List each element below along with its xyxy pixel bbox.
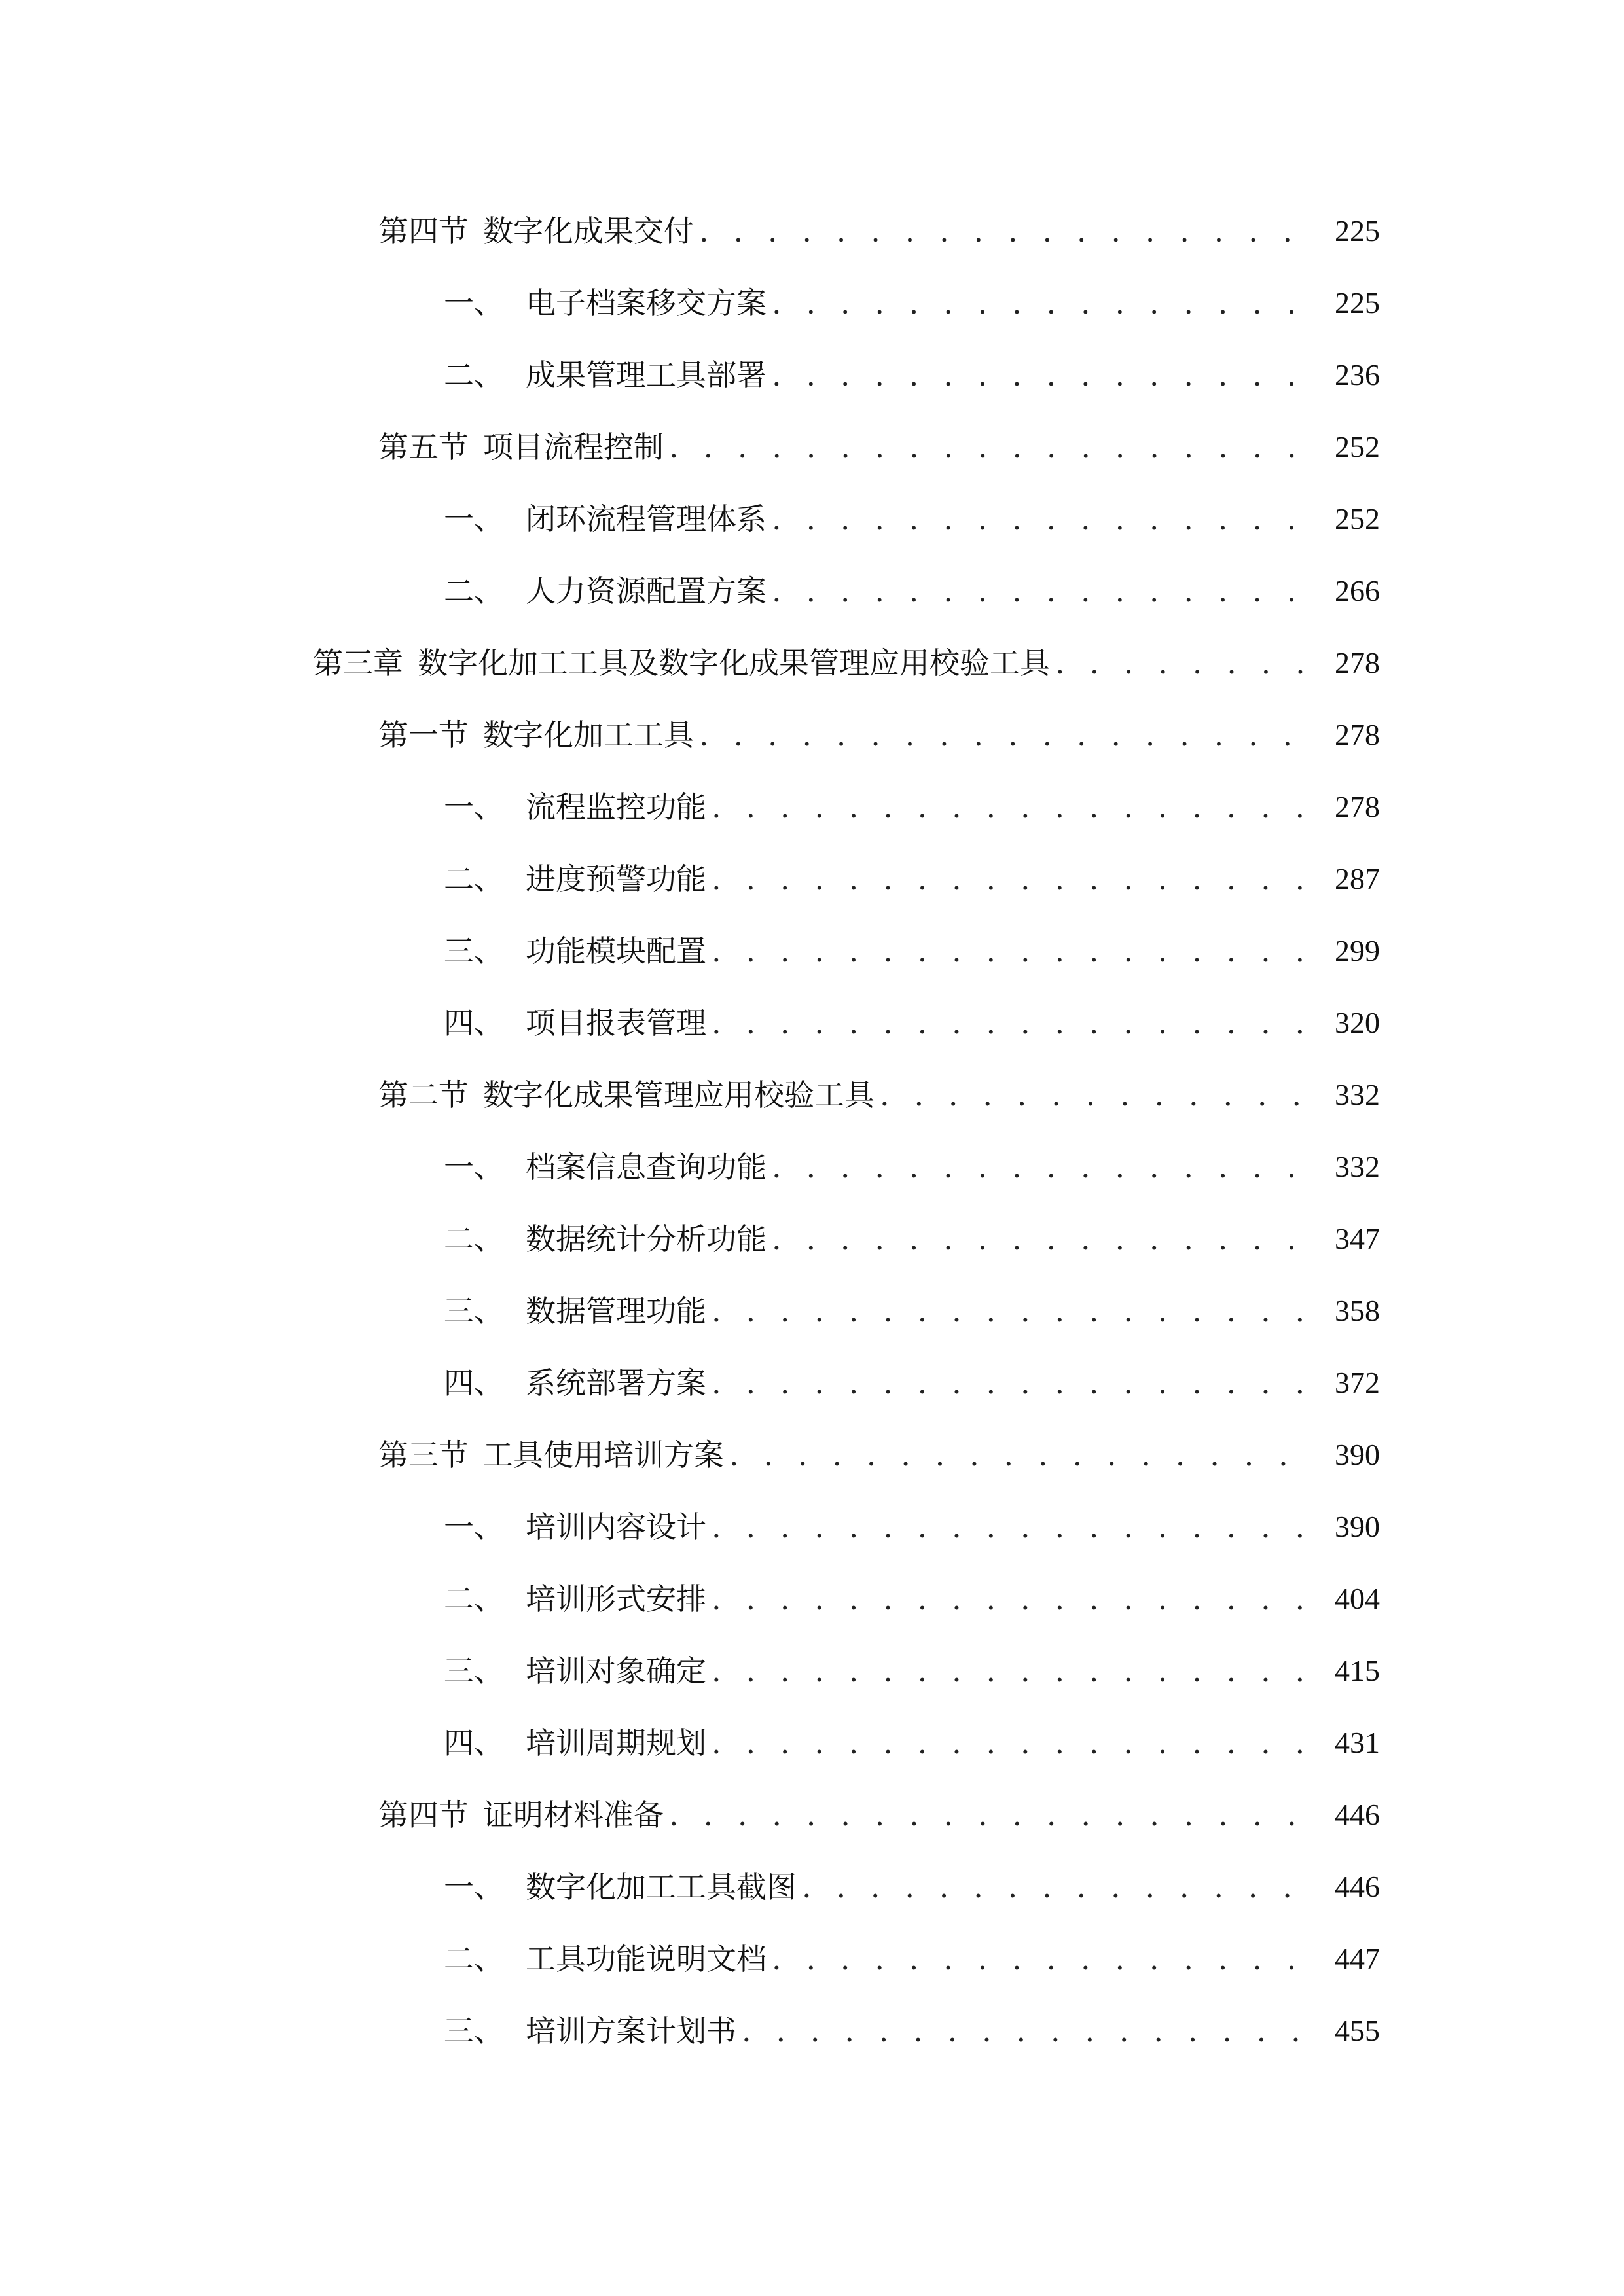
- toc-entry-text: [444, 267, 1314, 339]
- toc-entry[interactable]: [0, 843, 1624, 915]
- dot-leader: [712, 1579, 1310, 1619]
- toc-entry-number: 一、: [444, 1869, 504, 1905]
- toc-entry[interactable]: [0, 1779, 1624, 1851]
- toc-entry-text: [378, 1059, 1314, 1131]
- toc-entry-text: [444, 987, 1314, 1059]
- toc-entry-title: 流程监控功能: [526, 789, 706, 825]
- dot-leader: [669, 427, 1310, 467]
- dot-leader: [772, 571, 1310, 611]
- toc-entry-title: 证明材料准备: [483, 1797, 664, 1833]
- dot-leader: [880, 1075, 1310, 1115]
- toc-entry-page-number: 358: [1335, 1294, 1380, 1327]
- toc-entry-number: 第三节: [378, 1437, 469, 1473]
- toc-entry-page-number: 287: [1335, 862, 1380, 895]
- dot-leader: [742, 2011, 1310, 2051]
- toc-entry[interactable]: [0, 1635, 1624, 1707]
- dot-leader: [1055, 643, 1310, 683]
- dot-leader: [712, 859, 1310, 899]
- toc-entry-title: 数据统计分析功能: [526, 1221, 767, 1257]
- toc-entry[interactable]: [0, 1563, 1624, 1635]
- toc-entry-page-number: 278: [1335, 718, 1380, 751]
- toc-entry-title: 项目报表管理: [526, 1005, 706, 1041]
- toc-entry-title: 档案信息查询功能: [526, 1149, 767, 1185]
- toc-entry-page-number: 332: [1335, 1150, 1380, 1183]
- toc-entry[interactable]: [0, 1707, 1624, 1779]
- table-of-contents: [0, 195, 1624, 2067]
- toc-entry-page-number: 266: [1335, 574, 1380, 607]
- toc-entry-text: [444, 339, 1314, 411]
- toc-entry-number: 一、: [444, 789, 504, 825]
- toc-entry-page-number: 372: [1335, 1366, 1380, 1399]
- toc-entry[interactable]: [0, 339, 1624, 411]
- toc-entry-title: 项目流程控制: [483, 429, 664, 465]
- toc-entry-page-number: 455: [1335, 2014, 1380, 2047]
- toc-entry-text: [444, 555, 1314, 627]
- dot-leader: [802, 1867, 1310, 1907]
- toc-entry-title: 成果管理工具部署: [526, 357, 767, 393]
- toc-entry-page-number: 299: [1335, 934, 1380, 967]
- toc-entry-text: [444, 1707, 1314, 1779]
- toc-entry-title: 工具功能说明文档: [526, 1941, 767, 1977]
- toc-entry-title: 闭环流程管理体系: [526, 501, 767, 537]
- toc-entry[interactable]: [0, 1491, 1624, 1563]
- toc-entry-page-number: 390: [1335, 1438, 1380, 1471]
- dot-leader: [712, 1363, 1310, 1403]
- toc-entry-title: 数字化加工工具及数字化成果管理应用校验工具: [418, 645, 1050, 681]
- toc-entry-number: 第二节: [378, 1077, 469, 1113]
- dot-leader: [699, 715, 1310, 755]
- toc-entry[interactable]: [0, 771, 1624, 843]
- toc-entry-text: [444, 1851, 1314, 1923]
- toc-entry-number: 第三章: [313, 645, 403, 681]
- toc-entry-page-number: 225: [1335, 214, 1380, 247]
- toc-entry-text: [444, 1995, 1314, 2067]
- toc-entry-text: [378, 699, 1314, 771]
- toc-entry-text: [444, 771, 1314, 843]
- toc-entry[interactable]: [0, 1203, 1624, 1275]
- toc-entry-page-number: 252: [1335, 502, 1380, 535]
- toc-entry[interactable]: [0, 1923, 1624, 1995]
- toc-entry[interactable]: [0, 1275, 1624, 1347]
- dot-leader: [772, 1147, 1310, 1187]
- toc-entry[interactable]: [0, 627, 1624, 699]
- toc-entry[interactable]: [0, 195, 1624, 267]
- toc-entry-number: 四、: [444, 1365, 504, 1401]
- toc-entry-title: 培训形式安排: [526, 1581, 706, 1617]
- dot-leader: [669, 1795, 1310, 1835]
- toc-entry-title: 工具使用培训方案: [483, 1437, 724, 1473]
- toc-entry[interactable]: [0, 915, 1624, 987]
- toc-entry-page-number: 446: [1335, 1870, 1380, 1903]
- toc-entry-text: [313, 627, 1314, 699]
- toc-entry-text: [378, 1419, 1314, 1491]
- toc-entry[interactable]: [0, 1059, 1624, 1131]
- toc-entry[interactable]: [0, 267, 1624, 339]
- toc-entry-number: 第四节: [378, 213, 469, 249]
- toc-entry-text: [444, 1275, 1314, 1347]
- toc-entry-title: 培训内容设计: [526, 1509, 706, 1545]
- toc-entry-number: 三、: [444, 1653, 504, 1689]
- dot-leader: [712, 1651, 1310, 1691]
- toc-entry-title: 人力资源配置方案: [526, 573, 767, 609]
- dot-leader: [699, 211, 1310, 251]
- dot-leader: [712, 787, 1310, 827]
- toc-entry-number: 三、: [444, 1293, 504, 1329]
- dot-leader: [772, 1939, 1310, 1979]
- toc-entry-text: [444, 1131, 1314, 1203]
- toc-entry-page-number: 278: [1335, 790, 1380, 823]
- toc-entry-number: 四、: [444, 1005, 504, 1041]
- toc-entry-page-number: 431: [1335, 1726, 1380, 1759]
- toc-entry-page-number: 252: [1335, 430, 1380, 463]
- toc-entry-title: 数字化加工工具截图: [526, 1869, 797, 1905]
- toc-entry-title: 系统部署方案: [526, 1365, 706, 1401]
- dot-leader: [712, 1291, 1310, 1331]
- toc-entry-text: [444, 1563, 1314, 1635]
- toc-entry-title: 数字化加工工具: [483, 717, 694, 753]
- toc-entry-page-number: 404: [1335, 1582, 1380, 1615]
- toc-entry-title: 功能模块配置: [526, 933, 706, 969]
- toc-entry[interactable]: [0, 987, 1624, 1059]
- toc-entry-number: 二、: [444, 1221, 504, 1257]
- toc-entry-text: [444, 1923, 1314, 1995]
- toc-entry-number: 二、: [444, 573, 504, 609]
- dot-leader: [712, 1723, 1310, 1763]
- toc-entry-text: [378, 1779, 1314, 1851]
- toc-entry-page-number: 225: [1335, 286, 1380, 319]
- dot-leader: [712, 1003, 1310, 1043]
- toc-entry-number: 一、: [444, 1509, 504, 1545]
- toc-entry-text: [378, 195, 1314, 267]
- toc-entry-text: [444, 843, 1314, 915]
- toc-entry[interactable]: [0, 1851, 1624, 1923]
- toc-entry-number: 二、: [444, 357, 504, 393]
- toc-entry-page-number: 446: [1335, 1798, 1380, 1831]
- toc-entry-page-number: 415: [1335, 1654, 1380, 1687]
- toc-entry-text: [444, 915, 1314, 987]
- toc-entry-title: 培训方案计划书: [526, 2013, 736, 2049]
- toc-entry-page-number: 447: [1335, 1942, 1380, 1975]
- dot-leader: [772, 355, 1310, 395]
- toc-entry-number: 一、: [444, 501, 504, 537]
- toc-entry-title: 数字化成果管理应用校验工具: [483, 1077, 875, 1113]
- toc-entry-page-number: 320: [1335, 1006, 1380, 1039]
- toc-entry-title: 培训对象确定: [526, 1653, 706, 1689]
- toc-entry[interactable]: [0, 411, 1624, 483]
- toc-entry[interactable]: [0, 483, 1624, 555]
- toc-entry[interactable]: [0, 1995, 1624, 2067]
- toc-entry-page-number: 390: [1335, 1510, 1380, 1543]
- toc-entry-page-number: 236: [1335, 358, 1380, 391]
- dot-leader: [772, 283, 1310, 323]
- toc-entry-number: 一、: [444, 285, 504, 321]
- dot-leader: [772, 499, 1310, 539]
- toc-entry-number: 第四节: [378, 1797, 469, 1833]
- toc-entry[interactable]: [0, 555, 1624, 627]
- toc-entry-number: 第一节: [378, 717, 469, 753]
- toc-entry-text: [444, 1491, 1314, 1563]
- toc-entry-title: 电子档案移交方案: [526, 285, 767, 321]
- toc-entry-number: 二、: [444, 861, 504, 897]
- toc-entry-number: 第五节: [378, 429, 469, 465]
- toc-entry-number: 二、: [444, 1581, 504, 1617]
- toc-entry-title: 数字化成果交付: [483, 213, 694, 249]
- toc-entry[interactable]: [0, 1419, 1624, 1491]
- toc-entry-number: 四、: [444, 1725, 504, 1761]
- toc-entry-number: 二、: [444, 1941, 504, 1977]
- toc-entry[interactable]: [0, 1347, 1624, 1419]
- toc-entry[interactable]: [0, 699, 1624, 771]
- toc-entry-text: [444, 1203, 1314, 1275]
- toc-entry-number: 三、: [444, 2013, 504, 2049]
- dot-leader: [712, 1507, 1310, 1547]
- toc-entry-page-number: 347: [1335, 1222, 1380, 1255]
- toc-entry-title: 数据管理功能: [526, 1293, 706, 1329]
- toc-entry-title: 培训周期规划: [526, 1725, 706, 1761]
- dot-leader: [729, 1435, 1310, 1475]
- toc-entry[interactable]: [0, 1131, 1624, 1203]
- toc-entry-title: 进度预警功能: [526, 861, 706, 897]
- toc-entry-text: [444, 483, 1314, 555]
- toc-entry-text: [444, 1347, 1314, 1419]
- toc-entry-number: 一、: [444, 1149, 504, 1185]
- toc-entry-page-number: 332: [1335, 1078, 1380, 1111]
- dot-leader: [772, 1219, 1310, 1259]
- toc-entry-number: 三、: [444, 933, 504, 969]
- toc-entry-text: [378, 411, 1314, 483]
- dot-leader: [712, 931, 1310, 971]
- toc-entry-page-number: 278: [1335, 646, 1380, 679]
- toc-entry-text: [444, 1635, 1314, 1707]
